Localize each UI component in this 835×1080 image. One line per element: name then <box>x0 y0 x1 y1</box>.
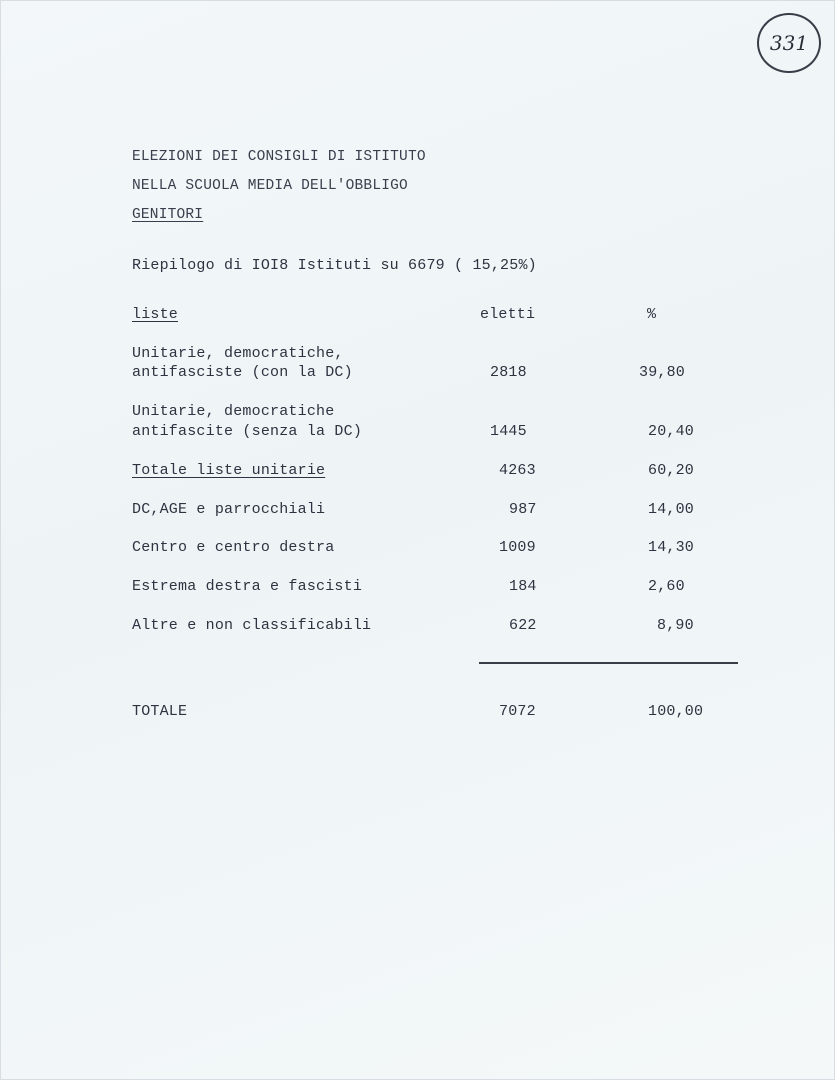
row-4-elected: 987 <box>509 501 537 518</box>
row-1-elected: 2818 <box>490 364 527 381</box>
row-2-label-line-1: Unitarie, democratiche <box>132 403 335 420</box>
row-5-percent: 14,30 <box>648 539 695 556</box>
row-2-label-line-2: antifascite (senza la DC) <box>132 423 363 440</box>
total-elected: 7072 <box>499 703 536 720</box>
row-6-elected: 184 <box>509 578 537 595</box>
row-7-label: Altre e non classificabili <box>132 617 372 634</box>
row-1-percent: 39,80 <box>639 364 686 381</box>
row-4-label: DC,AGE e parrocchiali <box>132 501 326 518</box>
row-3-label: Totale liste unitarie <box>132 462 326 479</box>
row-2-percent: 20,40 <box>648 423 695 440</box>
row-3-elected: 4263 <box>499 462 536 479</box>
row-7-elected: 622 <box>509 617 537 634</box>
total-percent: 100,00 <box>648 703 704 720</box>
row-3-percent: 60,20 <box>648 462 695 479</box>
archive-number-stamp: 331 <box>757 13 821 73</box>
total-divider <box>479 662 738 664</box>
row-4-percent: 14,00 <box>648 501 695 518</box>
header-elected: eletti <box>480 306 536 323</box>
row-2-elected: 1445 <box>490 423 527 440</box>
title-line-3: GENITORI <box>132 207 204 223</box>
row-6-percent: 2,60 <box>648 578 685 595</box>
row-1-label-line-1: Unitarie, democratiche, <box>132 345 344 362</box>
row-7-percent: 8,90 <box>657 617 694 634</box>
summary-line: Riepilogo di IOI8 Istituti su 6679 ( 15,25%) <box>132 257 537 274</box>
row-6-label: Estrema destra e fascisti <box>132 578 363 595</box>
title-line-2: NELLA SCUOLA MEDIA DELL'OBBLIGO <box>132 178 408 194</box>
row-5-elected: 1009 <box>499 539 536 556</box>
row-1-label-line-2: antifasciste (con la DC) <box>132 364 353 381</box>
header-lists: liste <box>132 306 179 323</box>
total-label: TOTALE <box>132 703 188 720</box>
title-line-1: ELEZIONI DEI CONSIGLI DI ISTITUTO <box>132 149 426 165</box>
header-percent: % <box>647 306 657 323</box>
row-5-label: Centro e centro destra <box>132 539 335 556</box>
